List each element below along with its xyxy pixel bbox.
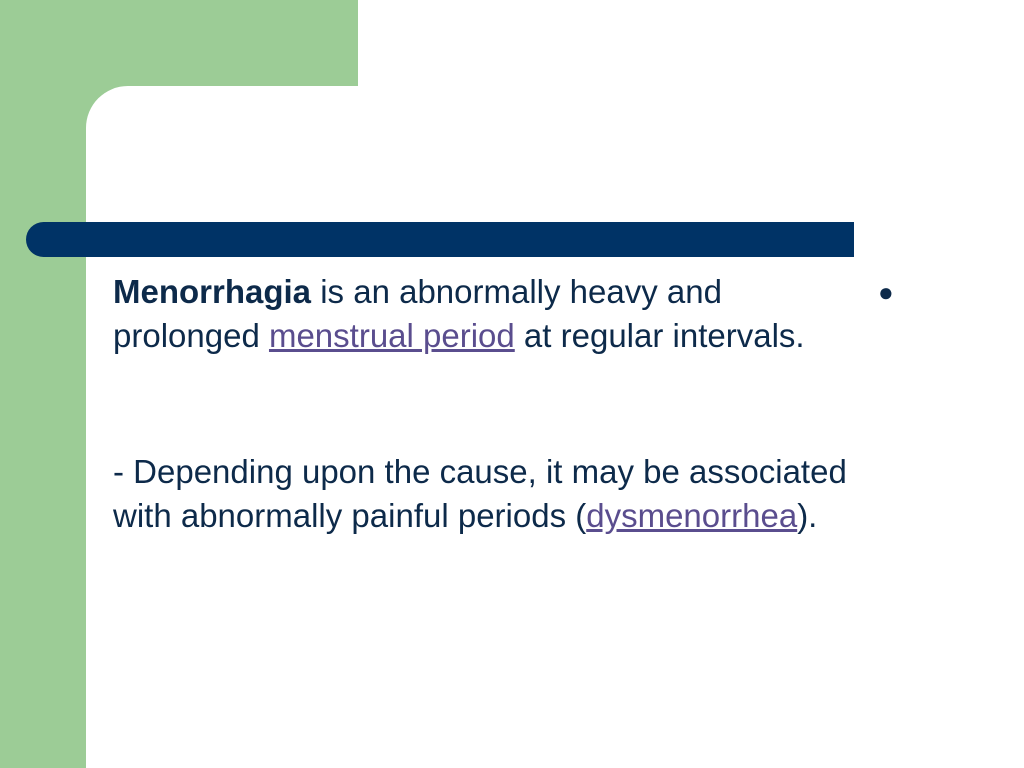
definition-text-a: is an abnormally heavy and: [311, 273, 722, 310]
definition-paragraph: [113, 270, 953, 358]
cause-text-a: - Depending upon the cause, it may be associated with abnormally painful periods (: [113, 453, 847, 534]
cause-paragraph: [113, 450, 873, 538]
dysmenorrhea-link[interactable]: dysmenorrhea: [586, 497, 798, 534]
slide-content: [113, 270, 993, 538]
bullet-icon: ●: [878, 277, 894, 307]
definition-text-c: at regular intervals.: [514, 317, 805, 354]
term-menorrhagia: Menorrhagia: [113, 273, 312, 310]
menstrual-period-link[interactable]: menstrual period: [268, 317, 515, 354]
cause-text-b: ).: [797, 497, 818, 534]
definition-text-b: prolonged: [113, 317, 269, 354]
title-bar: [26, 222, 854, 257]
